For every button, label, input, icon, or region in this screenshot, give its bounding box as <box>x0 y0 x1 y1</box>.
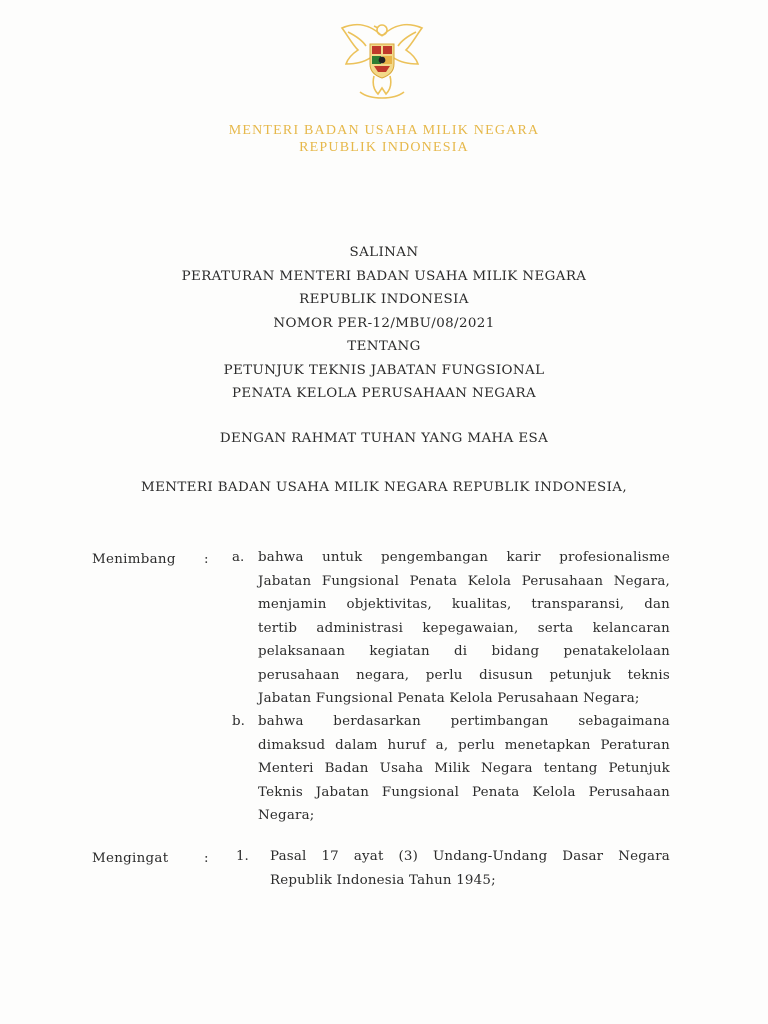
menimbang-item-b <box>258 710 670 828</box>
title-line: TENTANG <box>347 339 421 354</box>
mengingat-label: Mengingat <box>92 851 169 866</box>
mengingat-item-1-marker: 1. <box>236 849 249 864</box>
paragraph-line: pelaksanaan kegiatan di bidang penatakelolaan <box>258 644 670 659</box>
regulation-title <box>0 241 768 406</box>
title-line: PETUNJUK TEKNIS JABATAN FUNGSIONAL <box>223 362 545 378</box>
mengingat-colon: : <box>204 851 209 866</box>
title-line: PERATURAN MENTERI BADAN USAHA MILIK NEGARA <box>181 268 587 284</box>
paragraph-line: Pasal 17 ayat (3) Undang-Undang Dasar Negara <box>270 849 670 864</box>
paragraph-line: dimaksud dalam huruf a, perlu menetapkan Peraturan <box>258 737 670 753</box>
paragraph-line: bahwa untuk pengembangan karir profesionalisme <box>258 550 670 565</box>
menimbang-label: Menimbang <box>92 552 176 567</box>
ministry-header-line2: REPUBLIK INDONESIA <box>299 140 469 155</box>
paragraph-line: bahwa berdasarkan pertimbangan sebagaimana <box>258 714 670 729</box>
title-line: PENATA KELOLA PERUSAHAAN NEGARA <box>231 386 537 401</box>
paragraph-line: tertib administrasi kepegawaian, serta kelancaran <box>258 620 670 636</box>
paragraph-line: Menteri Badan Usaha Milik Negara tentang Petunjuk <box>258 761 670 776</box>
paragraph-line: Negara; <box>258 808 315 823</box>
paragraph-line: Teknis Jabatan Fungsional Penata Kelola Perusahaan <box>258 784 670 800</box>
menimbang-colon: : <box>204 552 209 567</box>
menimbang-item-a <box>258 546 670 711</box>
title-line: REPUBLIK INDONESIA <box>299 292 469 307</box>
menimbang-item-a-marker: a. <box>232 550 245 565</box>
paragraph-line: perusahaan negara, perlu disusun petunjuk teknis <box>258 667 670 683</box>
paragraph-line: Jabatan Fungsional Penata Kelola Perusahaan Negara; <box>258 691 640 706</box>
title-line: SALINAN <box>349 245 419 260</box>
blessing-line: DENGAN RAHMAT TUHAN YANG MAHA ESA <box>219 431 549 446</box>
paragraph-line: menjamin objektivitas, kualitas, transparansi, dan <box>258 597 670 612</box>
paragraph-line: Republik Indonesia Tahun 1945; <box>270 872 496 888</box>
title-line: NOMOR PER-12/MBU/08/2021 <box>273 315 495 331</box>
mengingat-item-1 <box>270 845 670 892</box>
paragraph-line: Jabatan Fungsional Penata Kelola Perusahaan Negara, <box>258 573 670 589</box>
authority-line: MENTERI BADAN USAHA MILIK NEGARA REPUBLIK INDONESIA, <box>140 480 628 495</box>
ministry-header-line1: MENTERI BADAN USAHA MILIK NEGARA <box>228 123 540 138</box>
menimbang-item-b-marker: b. <box>232 714 245 729</box>
garuda-emblem-icon <box>334 14 430 106</box>
